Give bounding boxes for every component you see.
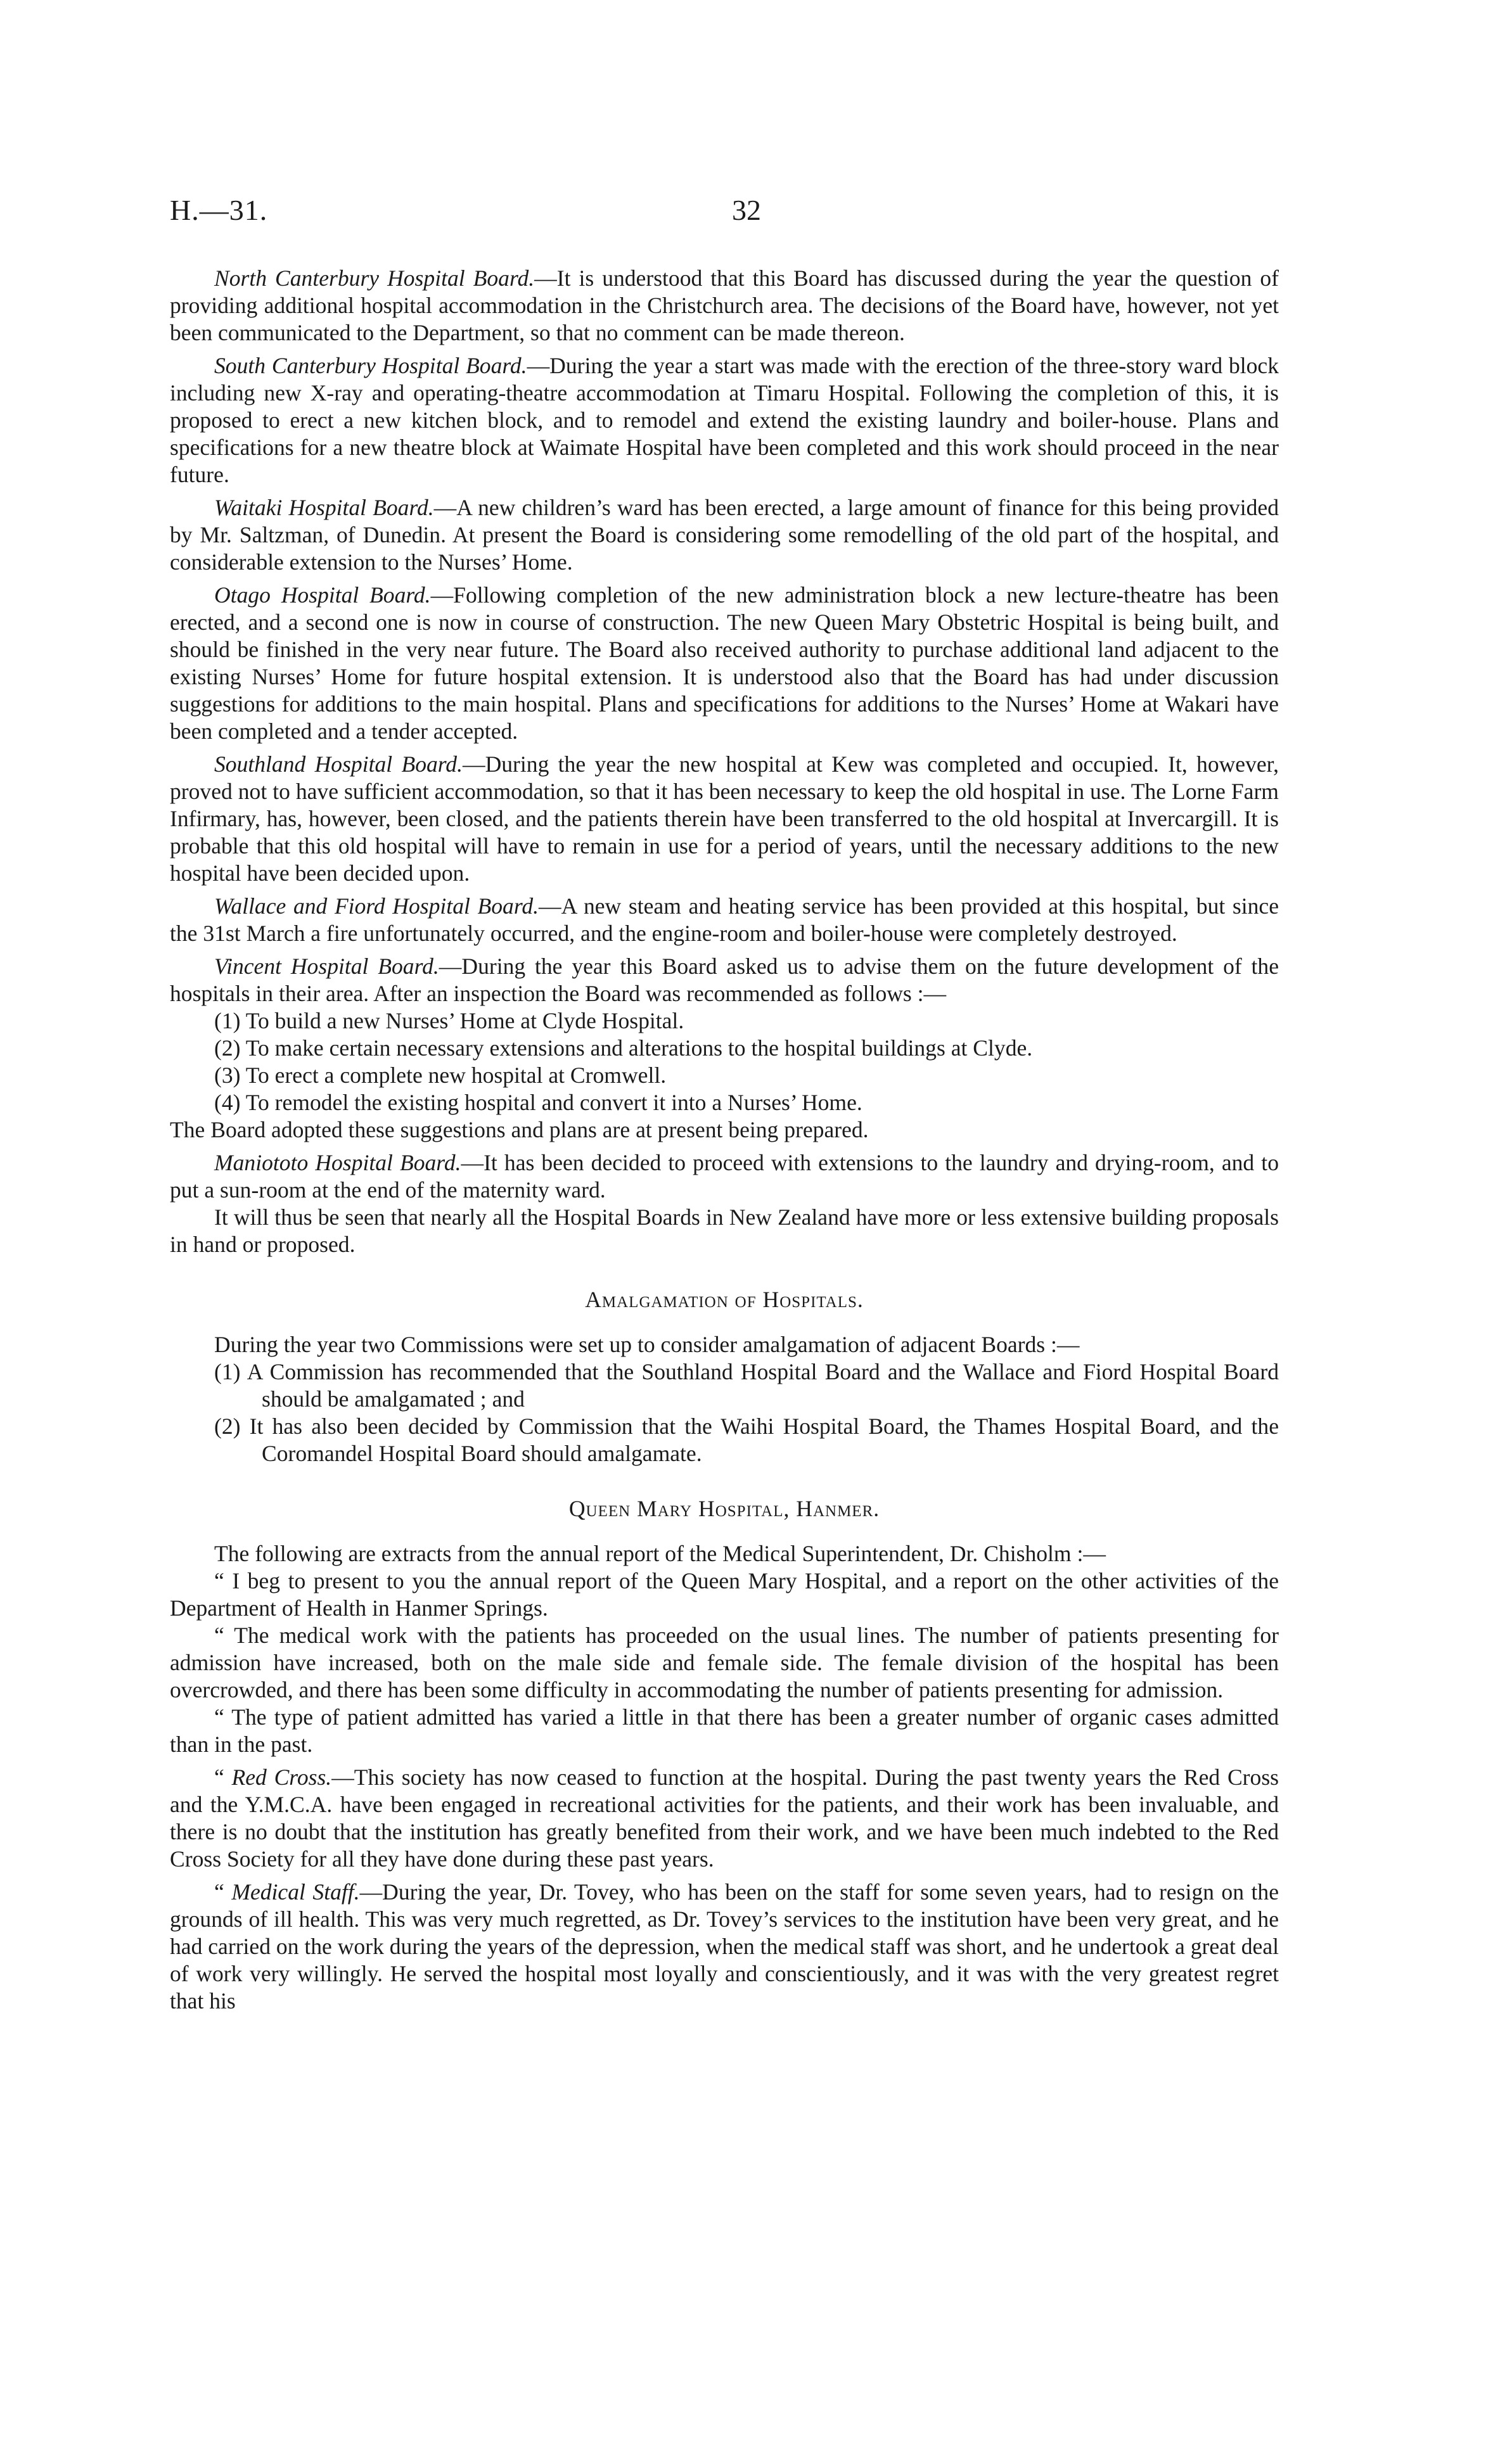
- board-label: Otago Hospital Board.: [214, 582, 431, 608]
- board-label: North Canterbury Hospital Board.: [214, 265, 535, 291]
- list-item: (3) To erect a complete new hospital at Cromwell.: [214, 1063, 667, 1088]
- report-paragraph-medical-staff: [170, 1879, 1279, 2015]
- board-label: Wallace and Fiord Hospital Board.: [214, 893, 539, 919]
- amalgamation-section: [170, 1286, 1279, 1467]
- document-body: [170, 265, 1279, 2020]
- paragraph-text: —A new children’s ward has been erected, a large amount of finance for this being provided by Mr. Saltzman, of Dunedin. At present the Board is considering some remodelling of the old part of the hospital, and considerable extension to the Nurses’ Home.: [170, 495, 1279, 575]
- paragraph-text: “ The type of patient admitted has varied a little in that there has been a greater number of organic cases admitted than in the past.: [170, 1704, 1279, 1757]
- report-paragraph-red-cross: [170, 1764, 1279, 1873]
- section-heading: Queen Mary Hospital, Hanmer.: [568, 1496, 880, 1521]
- board-label: Southland Hospital Board.: [214, 751, 463, 777]
- list-item: (2) To make certain necessary extensions and alterations to the hospital buildings at Clyde.: [214, 1035, 1033, 1061]
- report-paragraph: [170, 1704, 1279, 1758]
- paragraph-vincent-conclusion: The Board adopted these suggestions and plans are at present being prepared.: [170, 1117, 869, 1142]
- paragraph-waitaki: [170, 494, 1279, 576]
- amalgamation-list: [170, 1358, 1279, 1467]
- list-item: (2) It has also been decided by Commission that the Waihi Hospital Board, the Thames Hospital Board, and the Coromandel Hospital Board should amalgamate.: [214, 1414, 1279, 1466]
- queen-mary-section: [170, 1495, 1279, 2015]
- list-item: (1) To build a new Nurses’ Home at Clyde Hospital.: [214, 1008, 684, 1033]
- quote-mark: “: [214, 1879, 232, 1905]
- document-reference: H.—31.: [170, 194, 268, 226]
- paragraph-southland: [170, 751, 1279, 887]
- report-paragraph: [170, 1567, 1279, 1622]
- paragraph-maniototo: [170, 1149, 1279, 1204]
- paragraph-otago: [170, 582, 1279, 745]
- paragraph-text: “ I beg to present to you the annual report of the Queen Mary Hospital, and a report on the other activities of the Department of Health in Hanmer Springs.: [170, 1568, 1279, 1621]
- paragraph-vincent: [170, 953, 1279, 1007]
- paragraph-text: —A new steam and heating service has been provided at this hospital, but since the 31st March a fire unfortunately occurred, and the engine-room and boiler-house were completely destroyed.: [170, 893, 1279, 946]
- paragraph-text: —During the year, Dr. Tovey, who has been on the staff for some seven years, had to resign on the grounds of ill health. This was very much regretted, as Dr. Tovey’s services to the institution have been very great, and he had carried on the work during the years of the depression, when the medical staff was short, and he undertook a great deal of work very willingly. He served the hospital most loyally and conscientiously, and it was with the very greatest regret that his: [170, 1879, 1279, 2014]
- paragraph-text: —During the year this Board asked us to advise them on the future development of the hospitals in their area. After an inspection the Board was recommended as follows :—: [170, 954, 1279, 1006]
- paragraph-wallace-fiord: [170, 893, 1279, 947]
- amalgamation-intro: During the year two Commissions were set up to consider amalgamation of adjacent Boards :—: [214, 1332, 1080, 1357]
- paragraph-text: —It has been decided to proceed with extensions to the laundry and drying-room, and to put a sun-room at the end of the maternity ward.: [170, 1150, 1279, 1203]
- page-number: 32: [732, 194, 761, 226]
- subsection-label: Red Cross.: [231, 1765, 332, 1790]
- paragraph-text: —During the year the new hospital at Kew was completed and occupied. It, however, proved not to have sufficient accommodation, so that it has been necessary to keep the old hospital in use. The Lorne Farm Infirmary, has, however, been closed, and the patients therein have been transferred to the old hospital at Invercargill. It is probable that this old hospital will have to remain in use for a period of years, until the necessary additions to the new hospital have been decided upon.: [170, 751, 1279, 886]
- list-item: (1) A Commission has recommended that the Southland Hospital Board and the Wallace and Fiord Hospital Board should be amalgamated ; and: [214, 1359, 1279, 1412]
- paragraph-text: “ The medical work with the patients has proceeded on the usual lines. The number of patients presenting for admission have increased, both on the male side and female side. The female division of the hospital has been overcrowded, and there has been some difficulty in accommodating the number of patients presenting for admission.: [170, 1623, 1279, 1702]
- board-label: South Canterbury Hospital Board.: [214, 353, 527, 378]
- paragraph-text: —It is understood that this Board has discussed during the year the question of providing additional hospital accommodation in the Christchurch area. The decisions of the Board have, however, not yet been communicated to the Department, so that no comment can be made thereon.: [170, 265, 1279, 345]
- paragraph-south-canterbury: [170, 352, 1279, 488]
- paragraph-text: —Following completion of the new administration block a new lecture-theatre has been erected, and a second one is now in course of construction. The new Queen Mary Obstetric Hospital is being built, and should be finished in the very near future. The Board also received authority to purchase additional land adjacent to the existing Nurses’ Home for future hospital extension. It is understood also that the Board has had under discussion suggestions for additions to the main hospital. Plans and specifications for additions to the Nurses’ Home at Wakari have been completed and a tender accepted.: [170, 582, 1279, 744]
- paragraph-north-canterbury: [170, 265, 1279, 347]
- board-label: Maniototo Hospital Board.: [214, 1150, 461, 1175]
- queen-mary-intro: The following are extracts from the annual report of the Medical Superintendent, Dr. Chisholm :—: [214, 1541, 1106, 1566]
- report-paragraph: [170, 1622, 1279, 1704]
- paragraph-text: —During the year a start was made with the erection of the three-story ward block including new X-ray and operating-theatre accommodation at Timaru Hospital. Following the completion of this, it is proposed to erect a new kitchen block, and to remodel and extend the existing laundry and boiler-house. Plans and specifications for a new theatre block at Waimate Hospital have been completed and this work should proceed in the near future.: [170, 353, 1279, 487]
- page-header: [170, 193, 1323, 238]
- board-label: Waitaki Hospital Board.: [214, 495, 434, 520]
- vincent-recommendations-list: [170, 1007, 1279, 1116]
- paragraph-text: It will thus be seen that nearly all the Hospital Boards in New Zealand have more or less extensive building proposals in hand or proposed.: [170, 1204, 1279, 1257]
- board-label: Vincent Hospital Board.: [214, 954, 439, 979]
- paragraph-summary: [170, 1204, 1279, 1258]
- subsection-label: Medical Staff.: [231, 1879, 360, 1905]
- list-item: (4) To remodel the existing hospital and convert it into a Nurses’ Home.: [214, 1090, 862, 1115]
- board-reports-section: [170, 265, 1279, 1258]
- paragraph-text: —This society has now ceased to function at the hospital. During the past twenty years the Red Cross and the Y.M.C.A. have been engaged in recreational activities for the patients, and their work has been invaluable, and there is no doubt that the institution has greatly benefited from their work, and we have been much indebted to the Red Cross Society for all they have done during these past years.: [170, 1765, 1279, 1872]
- quote-mark: “: [214, 1765, 232, 1790]
- section-heading: Amalgamation of Hospitals.: [585, 1287, 864, 1312]
